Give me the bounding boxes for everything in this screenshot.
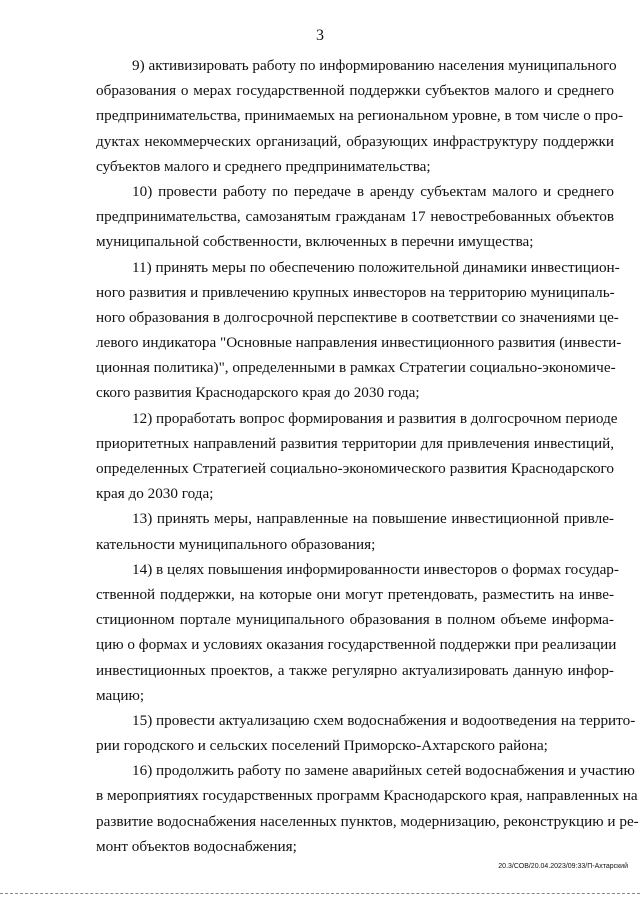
text-line: предпринимательства, принимаемых на региональном уровне, в том числе о про- — [96, 107, 624, 125]
text-line: образования о мерах государственной поддержки субъектов малого и среднего — [96, 82, 614, 100]
text-line: края до 2030 года; — [96, 485, 214, 503]
text-line: 13) принять меры, направленные на повышение инвестиционной привле- — [132, 510, 614, 528]
text-line: стиционном портале муниципального образования в полном объеме информа- — [96, 611, 614, 629]
text-line: 9) активизировать работу по информированию населения муниципального — [132, 57, 617, 74]
text-line: ного развития и привлечению крупных инвесторов на территорию муниципаль- — [96, 283, 615, 301]
document-stamp: 20.3/СОВ/20.04.2023/09:33/П-Ахтарский — [498, 863, 628, 870]
text-line: 11) принять меры по обеспечению положительной динамики инвестицион- — [132, 258, 620, 276]
bottom-dashed-rule — [0, 893, 640, 894]
text-line: 12) проработать вопрос формирования и развития в долгосрочном периоде — [132, 409, 618, 427]
text-line: ственной поддержки, на которые они могут претендовать, разместить на инве- — [96, 585, 614, 603]
paragraph-item-14 — [96, 557, 619, 708]
paragraph-item-12 — [96, 406, 618, 507]
paragraph-item-10 — [96, 179, 614, 255]
text-line: субъектов малого и среднего предпринимательства; — [96, 157, 431, 175]
text-line: муниципальной собственности, включенных в перечни имущества; — [96, 233, 534, 251]
text-line: определенных Стратегией социально-экономического развития Краснодарского — [96, 460, 614, 477]
page-number: 3 — [316, 27, 324, 44]
paragraph-item-11 — [96, 255, 622, 406]
paragraph-item-9 — [96, 53, 624, 179]
text-line: ного образования в долгосрочной перспективе в соответствии со значениями це- — [96, 308, 619, 326]
text-line: кательности муниципального образования; — [96, 535, 376, 553]
text-line: дуктах некоммерческих организаций, образующих инфраструктуру поддержки — [96, 132, 614, 150]
text-line: развитие водоснабжения населенных пунктов, модернизацию, реконструкцию и ре- — [96, 812, 639, 830]
text-line: 14) в целях повышения информированности инвесторов о формах государ- — [132, 560, 619, 578]
text-line: мацию; — [96, 686, 145, 704]
text-line: рии городского и сельских поселений Приморско-Ахтарского района; — [96, 737, 548, 755]
paragraph-item-13 — [96, 506, 614, 556]
text-line: монт объектов водоснабжения; — [96, 837, 297, 855]
text-line: в мероприятиях государственных программ Краснодарского края, направленных на — [96, 787, 638, 805]
text-line: инвестиционных проектов, а также регулярно актуализировать данную инфор- — [96, 661, 614, 679]
text-line: ционная политика)", определенными в рамках Стратегии социально-экономиче- — [96, 359, 616, 377]
text-line: приоритетных направлений развития территории для привлечения инвестиций, — [96, 434, 614, 452]
text-line: ского развития Краснодарского края до 2030 года; — [96, 384, 420, 402]
text-line: 15) провести актуализацию схем водоснабжения и водоотведения на террито- — [132, 711, 636, 729]
paragraph-item-15 — [96, 708, 636, 758]
text-line: 10) провести работу по передаче в аренду субъектам малого и среднего — [132, 182, 614, 200]
paragraph-item-16 — [96, 758, 639, 859]
document-body — [96, 53, 639, 859]
text-line: предпринимательства, самозанятым гражданам 17 невостребованных объектов — [96, 208, 614, 226]
text-line: 16) продолжить работу по замене аварийных сетей водоснабжения и участию — [132, 762, 635, 780]
text-line: цию о формах и условиях оказания государственной поддержки при реализации — [96, 636, 617, 654]
text-line: левого индикатора "Основные направления инвестиционного развития (инвести- — [96, 334, 622, 352]
